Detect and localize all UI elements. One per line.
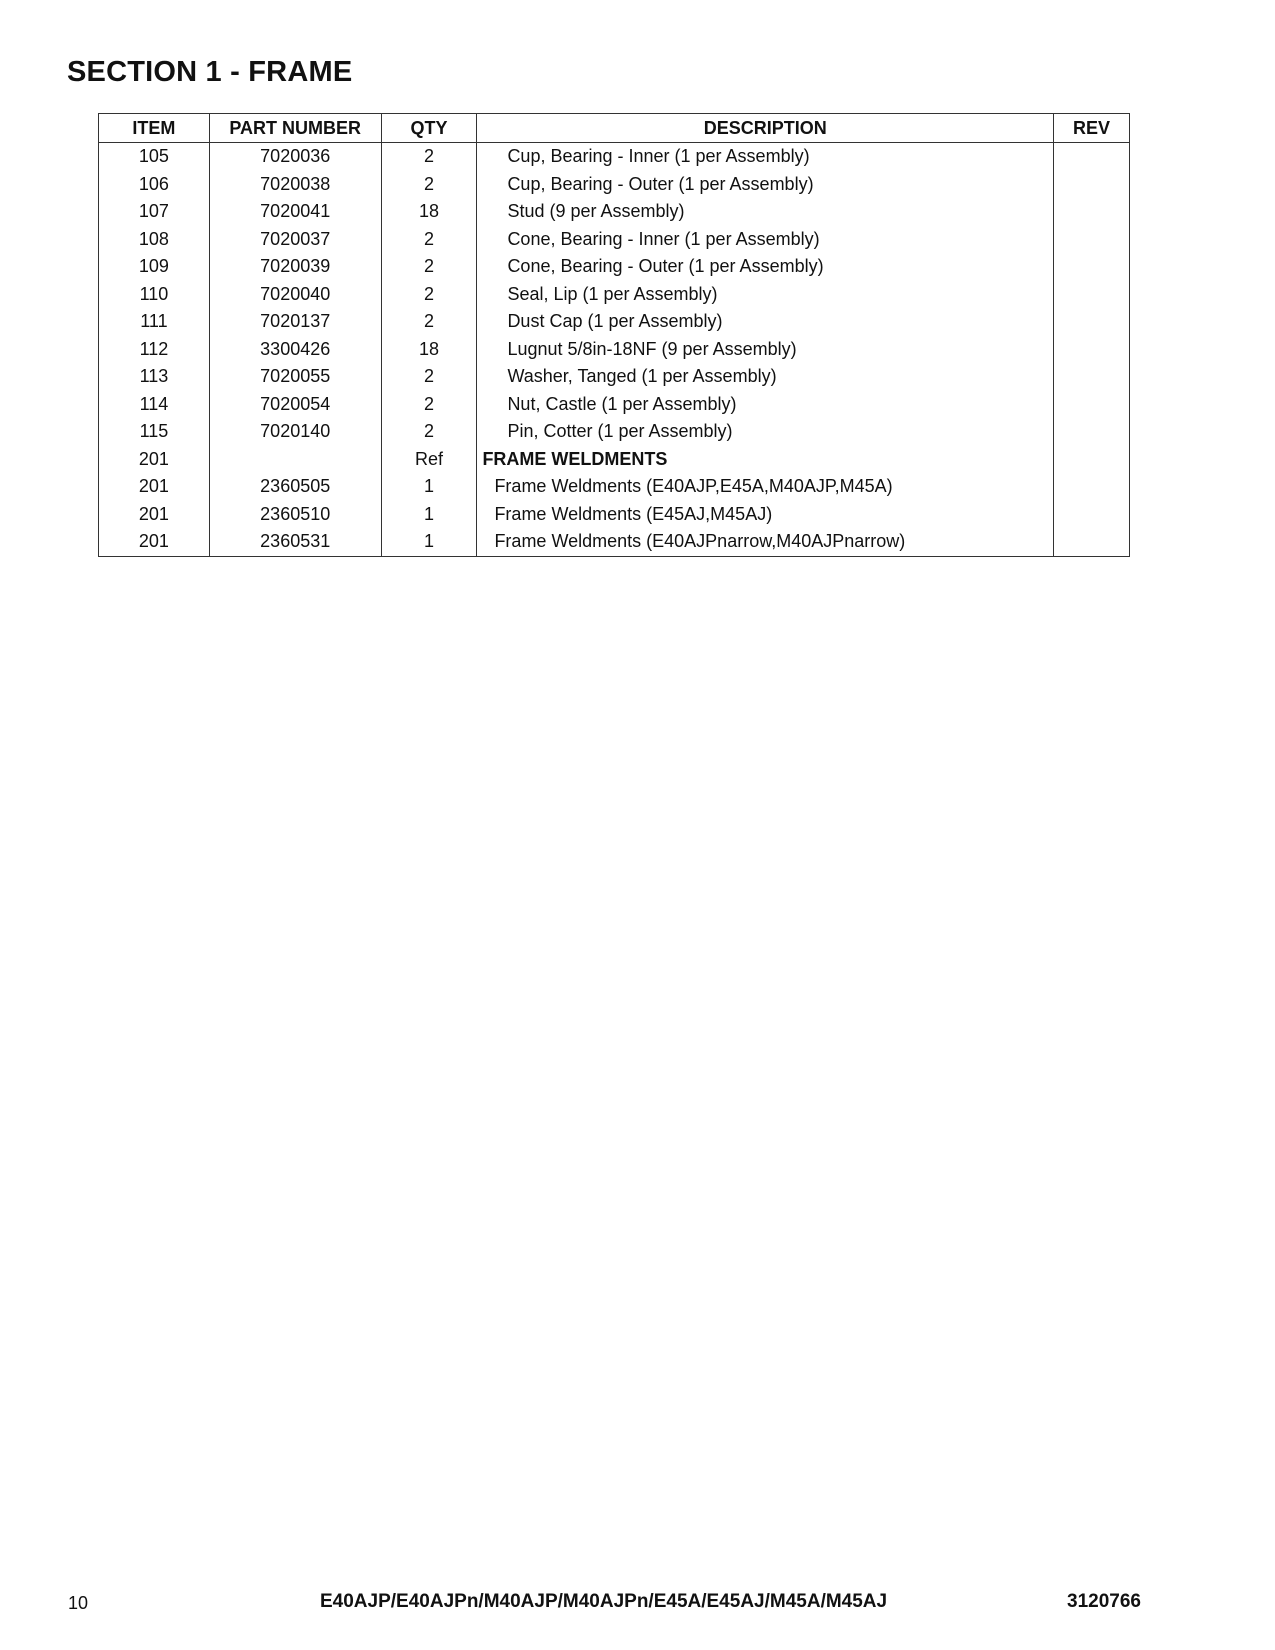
table-row <box>99 501 1130 529</box>
cell-description: Cup, Bearing - Inner (1 per Assembly) <box>477 143 1054 171</box>
cell-part-number: 2360531 <box>209 528 381 556</box>
table-row <box>99 143 1130 171</box>
cell-qty: 1 <box>381 473 477 501</box>
table-row <box>99 418 1130 446</box>
table-row <box>99 528 1130 556</box>
cell-description: Cup, Bearing - Outer (1 per Assembly) <box>477 171 1054 199</box>
cell-qty: 2 <box>381 143 477 171</box>
cell-rev <box>1054 501 1130 529</box>
cell-qty: 18 <box>381 336 477 364</box>
cell-rev <box>1054 418 1130 446</box>
cell-rev <box>1054 363 1130 391</box>
table-row <box>99 473 1130 501</box>
cell-part-number: 7020039 <box>209 253 381 281</box>
cell-part-number: 7020055 <box>209 363 381 391</box>
cell-part-number: 2360505 <box>209 473 381 501</box>
cell-item: 107 <box>99 198 210 226</box>
cell-item: 114 <box>99 391 210 419</box>
cell-rev <box>1054 528 1130 556</box>
cell-rev <box>1054 171 1130 199</box>
cell-rev <box>1054 446 1130 474</box>
cell-description: Cone, Bearing - Inner (1 per Assembly) <box>477 226 1054 254</box>
cell-qty: 2 <box>381 418 477 446</box>
cell-item: 112 <box>99 336 210 364</box>
cell-qty: 2 <box>381 391 477 419</box>
cell-part-number: 7020038 <box>209 171 381 199</box>
cell-qty: 2 <box>381 171 477 199</box>
header-qty: QTY <box>381 114 477 143</box>
header-description: DESCRIPTION <box>477 114 1054 143</box>
cell-item: 201 <box>99 473 210 501</box>
cell-qty: 2 <box>381 226 477 254</box>
cell-part-number: 2360510 <box>209 501 381 529</box>
header-part-number: PART NUMBER <box>209 114 381 143</box>
cell-rev <box>1054 281 1130 309</box>
table-row <box>99 253 1130 281</box>
cell-item: 113 <box>99 363 210 391</box>
cell-description: FRAME WELDMENTS <box>477 446 1054 474</box>
table-row <box>99 336 1130 364</box>
cell-qty: 1 <box>381 528 477 556</box>
table-row <box>99 226 1130 254</box>
cell-item: 201 <box>99 446 210 474</box>
cell-qty: 2 <box>381 281 477 309</box>
cell-description: Frame Weldments (E40AJPnarrow,M40AJPnarrow) <box>477 528 1054 556</box>
cell-item: 111 <box>99 308 210 336</box>
header-rev: REV <box>1054 114 1130 143</box>
cell-item: 201 <box>99 501 210 529</box>
cell-rev <box>1054 253 1130 281</box>
cell-qty: 2 <box>381 363 477 391</box>
cell-part-number: 7020040 <box>209 281 381 309</box>
cell-qty: Ref <box>381 446 477 474</box>
page-number: 10 <box>68 1593 89 1613</box>
cell-qty: 1 <box>381 501 477 529</box>
document-number: 3120766 <box>1067 1591 1141 1612</box>
cell-description: Pin, Cotter (1 per Assembly) <box>477 418 1054 446</box>
cell-part-number <box>209 446 381 474</box>
cell-item: 105 <box>99 143 210 171</box>
cell-part-number: 7020137 <box>209 308 381 336</box>
table-body <box>99 143 1130 557</box>
cell-item: 108 <box>99 226 210 254</box>
header-item: ITEM <box>99 114 210 143</box>
table-row <box>99 171 1130 199</box>
table-row <box>99 281 1130 309</box>
cell-part-number: 3300426 <box>209 336 381 364</box>
cell-qty: 18 <box>381 198 477 226</box>
cell-part-number: 7020041 <box>209 198 381 226</box>
footer-models: E40AJP/E40AJPn/M40AJP/M40AJPn/E45A/E45AJ/M45A/M45AJ <box>320 1591 888 1612</box>
parts-table <box>98 113 1130 557</box>
cell-rev <box>1054 308 1130 336</box>
cell-qty: 2 <box>381 253 477 281</box>
cell-description: Frame Weldments (E45AJ,M45AJ) <box>477 501 1054 529</box>
cell-item: 201 <box>99 528 210 556</box>
cell-description: Cone, Bearing - Outer (1 per Assembly) <box>477 253 1054 281</box>
cell-description: Washer, Tanged (1 per Assembly) <box>477 363 1054 391</box>
cell-description: Stud (9 per Assembly) <box>477 198 1054 226</box>
table-row <box>99 446 1130 474</box>
table-header-row <box>99 114 1130 143</box>
table-row <box>99 198 1130 226</box>
table-row <box>99 363 1130 391</box>
cell-item: 115 <box>99 418 210 446</box>
cell-rev <box>1054 198 1130 226</box>
cell-item: 106 <box>99 171 210 199</box>
cell-part-number: 7020140 <box>209 418 381 446</box>
cell-description: Seal, Lip (1 per Assembly) <box>477 281 1054 309</box>
cell-item: 109 <box>99 253 210 281</box>
cell-rev <box>1054 391 1130 419</box>
cell-part-number: 7020054 <box>209 391 381 419</box>
cell-description: Dust Cap (1 per Assembly) <box>477 308 1054 336</box>
cell-rev <box>1054 143 1130 171</box>
section-title: SECTION 1 - FRAME <box>67 56 353 88</box>
cell-rev <box>1054 336 1130 364</box>
cell-item: 110 <box>99 281 210 309</box>
cell-rev <box>1054 226 1130 254</box>
cell-description: Nut, Castle (1 per Assembly) <box>477 391 1054 419</box>
cell-part-number: 7020036 <box>209 143 381 171</box>
cell-description: Frame Weldments (E40AJP,E45A,M40AJP,M45A) <box>477 473 1054 501</box>
table-row <box>99 391 1130 419</box>
cell-rev <box>1054 473 1130 501</box>
table-row <box>99 308 1130 336</box>
cell-description: Lugnut 5/8in-18NF (9 per Assembly) <box>477 336 1054 364</box>
cell-part-number: 7020037 <box>209 226 381 254</box>
cell-qty: 2 <box>381 308 477 336</box>
